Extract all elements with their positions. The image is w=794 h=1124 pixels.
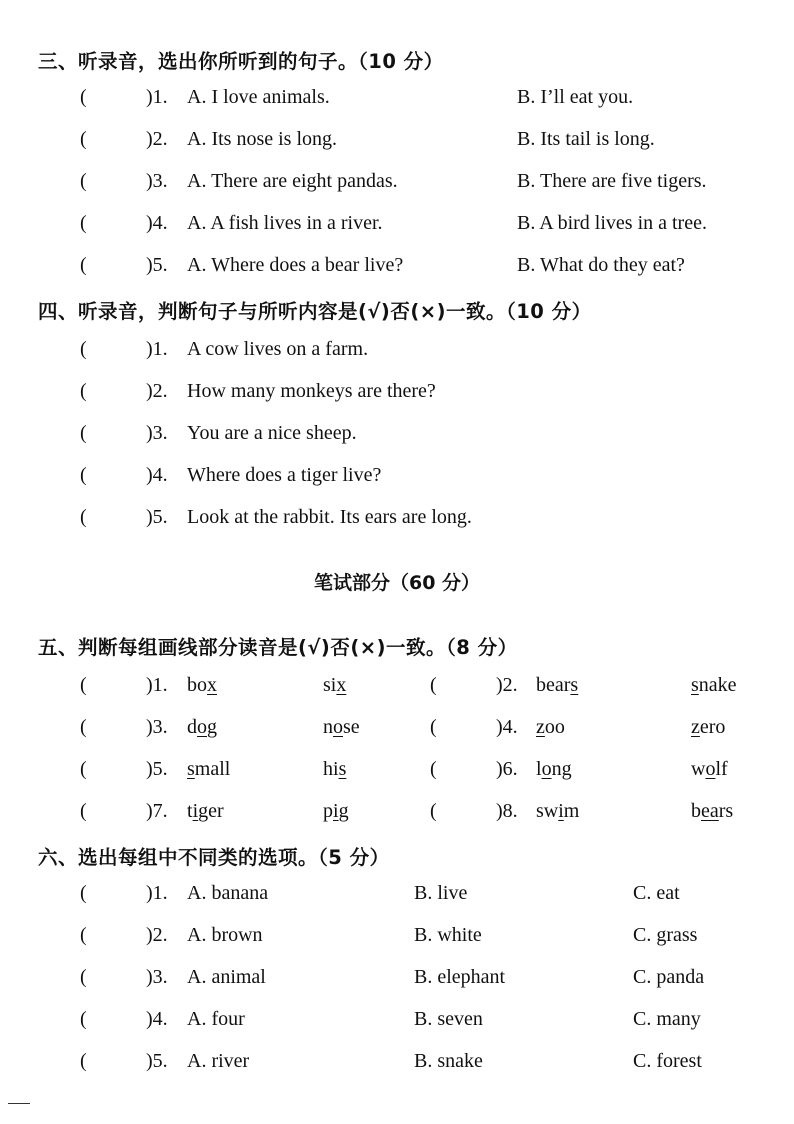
word-1 — [187, 674, 217, 697]
section-6-heading: 六、选出每组中不同类的选项。（5 分） — [38, 846, 390, 869]
answer-blank[interactable]: ( — [430, 716, 437, 738]
option-c: C. many — [633, 1008, 701, 1030]
question-text: A cow lives on a farm. — [187, 338, 369, 360]
word-2 — [323, 716, 360, 739]
question-text: Where does a tiger live? — [187, 464, 382, 486]
option-a: A. brown — [187, 924, 263, 946]
section-4-heading: 四、听录音，判断句子与所听内容是(√)否(×)一致。（10 分） — [38, 300, 592, 323]
answer-blank[interactable]: ( — [80, 1008, 87, 1030]
option-b: B. A bird lives in a tree. — [517, 212, 707, 234]
option-a: A. There are eight pandas. — [187, 170, 398, 192]
underlined-part: x — [336, 674, 347, 696]
option-b: B. snake — [414, 1050, 483, 1072]
answer-blank[interactable]: ( — [80, 1050, 87, 1072]
question-number: )1. — [146, 882, 168, 904]
answer-blank[interactable]: ( — [430, 758, 437, 780]
answer-blank[interactable]: ( — [80, 464, 87, 486]
s5-row-4 — [0, 800, 794, 830]
option-a: A. Where does a bear live? — [187, 254, 404, 276]
word-part: l — [536, 758, 542, 780]
option-a: A. A fish lives in a river. — [187, 212, 383, 234]
answer-blank[interactable]: ( — [80, 758, 87, 780]
s3-question-1 — [0, 86, 794, 116]
option-b: B. live — [414, 882, 468, 904]
underlined-part: o — [705, 758, 716, 780]
option-c: C. panda — [633, 966, 705, 988]
underlined-part: s — [187, 758, 195, 780]
word-2 — [323, 758, 346, 781]
question-text: You are a nice sheep. — [187, 422, 357, 444]
underlined-part: z — [691, 716, 700, 738]
s4-question-4 — [0, 464, 794, 494]
question-number: )4. — [146, 212, 168, 234]
word-part: oo — [544, 716, 565, 738]
option-b: B. seven — [414, 1008, 483, 1030]
question-number: )2. — [496, 674, 518, 696]
question-number: )5. — [146, 1050, 168, 1072]
word-2 — [691, 716, 725, 739]
answer-blank[interactable]: ( — [80, 128, 87, 150]
question-number: )5. — [146, 254, 168, 276]
answer-blank[interactable]: ( — [80, 212, 87, 234]
answer-blank[interactable]: ( — [430, 800, 437, 822]
option-b: B. I’ll eat you. — [517, 86, 634, 108]
word-part: bo — [187, 674, 207, 696]
option-b: B. What do they eat? — [517, 254, 685, 276]
word-part: n — [323, 716, 333, 738]
word-part: t — [187, 800, 193, 822]
answer-blank[interactable]: ( — [80, 674, 87, 696]
question-number: )1. — [146, 674, 168, 696]
option-a: A. Its nose is long. — [187, 128, 337, 150]
underlined-part: i — [333, 800, 339, 822]
word-part: bear — [536, 674, 571, 696]
answer-blank[interactable]: ( — [80, 338, 87, 360]
word-part: b — [691, 800, 701, 822]
underlined-part: s — [338, 758, 347, 780]
answer-blank[interactable]: ( — [80, 882, 87, 904]
page-edge-mark — [8, 1103, 30, 1104]
answer-blank[interactable]: ( — [80, 800, 87, 822]
question-number: )2. — [146, 380, 168, 402]
question-number: )4. — [146, 1008, 168, 1030]
word-part: lf — [715, 758, 728, 780]
answer-blank[interactable]: ( — [80, 716, 87, 738]
question-number: )5. — [146, 506, 168, 528]
underlined-part: o — [541, 758, 552, 780]
option-a: A. banana — [187, 882, 269, 904]
underlined-part: i — [192, 800, 199, 822]
option-c: C. grass — [633, 924, 698, 946]
word-1 — [536, 716, 565, 739]
underlined-part: o — [197, 716, 207, 738]
word-part: ng — [551, 758, 572, 780]
s3-question-4 — [0, 212, 794, 242]
word-part: si — [323, 674, 337, 696]
written-part-heading: 笔试部分（60 分） — [313, 572, 481, 594]
s6-question-5 — [0, 1050, 794, 1080]
s6-question-1 — [0, 882, 794, 912]
word-part: sw — [536, 800, 559, 822]
question-number: )7. — [146, 800, 168, 822]
s5-row-2 — [0, 716, 794, 746]
word-1 — [187, 800, 224, 823]
underlined-part: o — [333, 716, 343, 738]
s4-question-3 — [0, 422, 794, 452]
question-number: )5. — [146, 758, 168, 780]
option-c: C. eat — [633, 882, 680, 904]
underlined-part: s — [570, 674, 579, 696]
s5-row-1 — [0, 674, 794, 704]
question-number: )3. — [146, 966, 168, 988]
s4-question-2 — [0, 380, 794, 410]
word-2 — [323, 674, 346, 697]
s3-question-2 — [0, 128, 794, 158]
answer-blank[interactable]: ( — [430, 674, 437, 696]
section-5-heading: 五、判断每组画线部分读音是(√)否(×)一致。（8 分） — [38, 636, 518, 659]
question-number: )4. — [496, 716, 518, 738]
word-part: d — [187, 716, 197, 738]
answer-blank[interactable]: ( — [80, 380, 87, 402]
answer-blank[interactable]: ( — [80, 506, 87, 528]
s3-question-3 — [0, 170, 794, 200]
question-number: )1. — [146, 86, 168, 108]
question-number: )8. — [496, 800, 518, 822]
question-number: )3. — [146, 422, 168, 444]
word-part: p — [323, 800, 333, 822]
underlined-part: s — [691, 674, 699, 696]
option-b: B. Its tail is long. — [517, 128, 655, 150]
word-1 — [187, 758, 230, 781]
question-text: How many monkeys are there? — [187, 380, 436, 402]
word-2 — [691, 758, 728, 781]
word-1 — [536, 800, 579, 823]
question-number: )2. — [146, 128, 168, 150]
word-part: m — [563, 800, 580, 822]
s3-question-5 — [0, 254, 794, 284]
s6-question-2 — [0, 924, 794, 954]
s4-question-1 — [0, 338, 794, 368]
word-1 — [187, 716, 217, 739]
word-1 — [536, 758, 572, 781]
underlined-part: ea — [701, 800, 719, 822]
answer-blank[interactable]: ( — [80, 86, 87, 108]
underlined-part: x — [207, 674, 217, 696]
word-part: mall — [194, 758, 231, 780]
s6-question-4 — [0, 1008, 794, 1038]
option-a: A. animal — [187, 966, 266, 988]
answer-blank[interactable]: ( — [80, 422, 87, 444]
word-part: ger — [198, 800, 224, 822]
word-2 — [691, 674, 737, 697]
question-number: )6. — [496, 758, 518, 780]
question-number: )1. — [146, 338, 168, 360]
question-number: )3. — [146, 170, 168, 192]
underlined-part: i — [558, 800, 564, 822]
answer-blank[interactable]: ( — [80, 924, 87, 946]
option-a: A. I love animals. — [187, 86, 330, 108]
option-b: B. elephant — [414, 966, 506, 988]
s5-row-3 — [0, 758, 794, 788]
s4-question-5 — [0, 506, 794, 536]
word-part: g — [338, 800, 349, 822]
answer-blank[interactable]: ( — [80, 170, 87, 192]
section-3-heading: 三、听录音，选出你所听到的句子。（10 分） — [38, 50, 444, 73]
question-text: Look at the rabbit. Its ears are long. — [187, 506, 472, 528]
word-part: rs — [718, 800, 734, 822]
word-2 — [323, 800, 349, 823]
word-part: nake — [698, 674, 737, 696]
underlined-part: z — [536, 716, 545, 738]
option-a: A. river — [187, 1050, 250, 1072]
word-1 — [536, 674, 578, 697]
word-part: hi — [323, 758, 339, 780]
option-c: C. forest — [633, 1050, 702, 1072]
word-part: se — [343, 716, 360, 738]
answer-blank[interactable]: ( — [80, 966, 87, 988]
word-part: ero — [699, 716, 726, 738]
option-a: A. four — [187, 1008, 245, 1030]
question-number: )2. — [146, 924, 168, 946]
option-b: B. There are five tigers. — [517, 170, 707, 192]
s6-question-3 — [0, 966, 794, 996]
question-number: )3. — [146, 716, 168, 738]
word-part: g — [207, 716, 217, 738]
answer-blank[interactable]: ( — [80, 254, 87, 276]
word-part: w — [691, 758, 706, 780]
question-number: )4. — [146, 464, 168, 486]
option-b: B. white — [414, 924, 482, 946]
word-2 — [691, 800, 733, 823]
